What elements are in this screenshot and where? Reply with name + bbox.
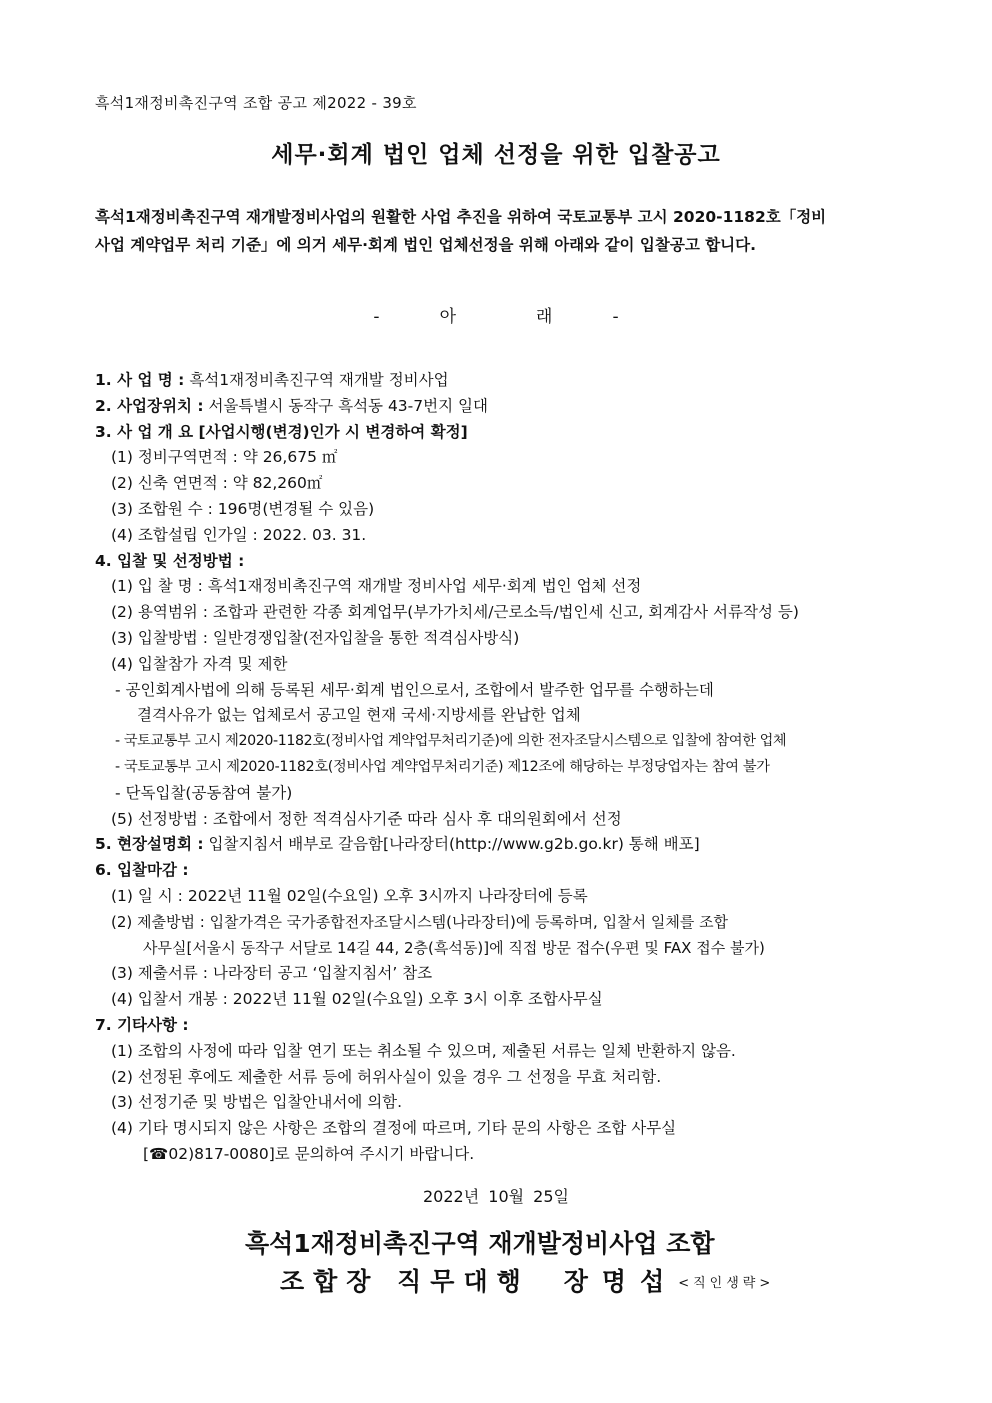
organization-name: 흑석1재정비촉진구역 재개발정비사업 조합 [245, 1229, 715, 1258]
list-item: (1) 조합의 사정에 따라 입찰 연기 또는 취소될 수 있으며, 제출된 서류는 일체 반환하지 않음. [111, 1041, 736, 1060]
list-item: (4) 입찰참가 자격 및 제한 [111, 654, 288, 673]
representative-title: 조합장 직무대행 [280, 1267, 530, 1296]
list-item: [☎02)817-0080]로 문의하여 주시기 바랍니다. [143, 1144, 475, 1163]
list-item: - 공인회계사법에 의해 등록된 세무·회계 법인으로서, 조합에서 발주한 업무를 수행하는데 [115, 680, 714, 699]
list-item: (4) 기타 명시되지 않은 사항은 조합의 결정에 따르며, 기타 문의 사항은 조합 사무실 [111, 1119, 677, 1138]
section-4: 4. 입찰 및 선정방법 : [95, 551, 245, 570]
representative [280, 1262, 774, 1298]
list-item: (1) 입 찰 명 : 흑석1재정비촉진구역 재개발 정비사업 세무·회계 법인 업체 선정 [111, 577, 642, 596]
list-item: (3) 제출서류 : 나라장터 공고 ‘입찰지침서’ 참조 [111, 964, 433, 983]
list-item: (4) 입찰서 개봉 : 2022년 11월 02일(수요일) 오후 3시 이후 조합사무실 [111, 990, 603, 1009]
section-2: 2. 사업장위치 : 서울특별시 동작구 흑석동 43-7번지 일대 [95, 396, 488, 415]
list-item: 결격사유가 없는 업체로서 공고일 현재 국세·지방세를 완납한 업체 [137, 706, 581, 725]
intro-line: 흑석1재정비촉진구역 재개발정비사업의 원활한 사업 추진을 위하여 국토교통부 고시 2020-1182호「정비 [95, 208, 827, 226]
list-item: 사무실[서울시 동작구 서달로 14길 44, 2층(흑석동)]에 직접 방문 접수(우편 및 FAX 접수 불가) [143, 938, 765, 957]
list-item: - 국토교통부 고시 제2020-1182호(정비사업 계약업무처리기준) 제12조에 해당하는 부정당업자는 참여 불가 [115, 758, 770, 775]
list-item: (3) 입찰방법 : 일반경쟁입찰(전자입찰을 통한 적격심사방식) [111, 628, 520, 647]
list-item: (1) 일 시 : 2022년 11월 02일(수요일) 오후 3시까지 나라장터에 등록 [111, 886, 588, 905]
list-item: (1) 정비구역면적 : 약 26,675 ㎡ [111, 448, 338, 467]
section-7: 7. 기타사항 : [95, 1015, 189, 1034]
section-5: 5. 현장설명회 : 입찰지침서 배부로 갈음함[나라장터(http://www.g2b.go.kr) 통해 배포] [95, 835, 700, 854]
list-item: (2) 신축 연면적 : 약 82,260㎡ [111, 474, 323, 493]
section-1: 1. 사 업 명 : 흑석1재정비촉진구역 재개발 정비사업 [95, 371, 449, 389]
representative-name: 장명섭 [563, 1267, 679, 1296]
page-title: 세무·회계 법인 업체 선정을 위한 입찰공고 [271, 142, 721, 168]
below-dash: - [612, 307, 619, 327]
list-item: (5) 선정방법 : 조합에서 정한 적격심사기준 따라 심사 후 대의원회에서 선정 [111, 809, 622, 828]
section-3: 3. 사 업 개 요 [사업시행(변경)인가 시 변경하여 확정] [95, 422, 468, 441]
notice-items [95, 368, 900, 1168]
seal-note: <직인생략> [678, 1276, 775, 1291]
list-item: (3) 선정기준 및 방법은 입찰안내서에 의함. [111, 1093, 403, 1112]
notice-date: 2022년 10월 25일 [423, 1187, 569, 1206]
list-item: (4) 조합설립 인가일 : 2022. 03. 31. [111, 525, 367, 544]
list-item: (2) 용역범위 : 조합과 관련한 각종 회계업무(부가가치세/근로소득/법인세 신고, 회계감사 서류작성 등) [111, 603, 799, 622]
below-char: 아 [439, 307, 456, 327]
list-item: - 국토교통부 고시 제2020-1182호(정비사업 계약업무처리기준)에 의한 전자조달시스템으로 입찰에 참여한 업체 [115, 733, 787, 750]
section-6: 6. 입찰마감 : [95, 861, 189, 880]
intro-paragraph [95, 203, 897, 259]
below-dash: - [373, 307, 380, 327]
notice-number: 흑석1재정비촉진구역 조합 공고 제2022 - 39호 [95, 94, 417, 112]
list-item: (2) 선정된 후에도 제출한 서류 등에 허위사실이 있을 경우 그 선정을 무효 처리함. [111, 1067, 662, 1086]
list-item: - 단독입찰(공동참여 불가) [115, 783, 293, 802]
intro-line: 사업 계약업무 처리 기준」에 의거 세무·회계 법인 업체선정을 위해 아래와 같이 입찰공고 합니다. [95, 236, 757, 254]
list-item: (2) 제출방법 : 입찰가격은 국가종합전자조달시스템(나라장터)에 등록하며, 입찰서 일체를 조합 [111, 912, 729, 931]
below-char: 래 [536, 307, 553, 327]
below-heading [0, 302, 992, 327]
list-item: (3) 조합원 수 : 196명(변경될 수 있음) [111, 499, 375, 518]
